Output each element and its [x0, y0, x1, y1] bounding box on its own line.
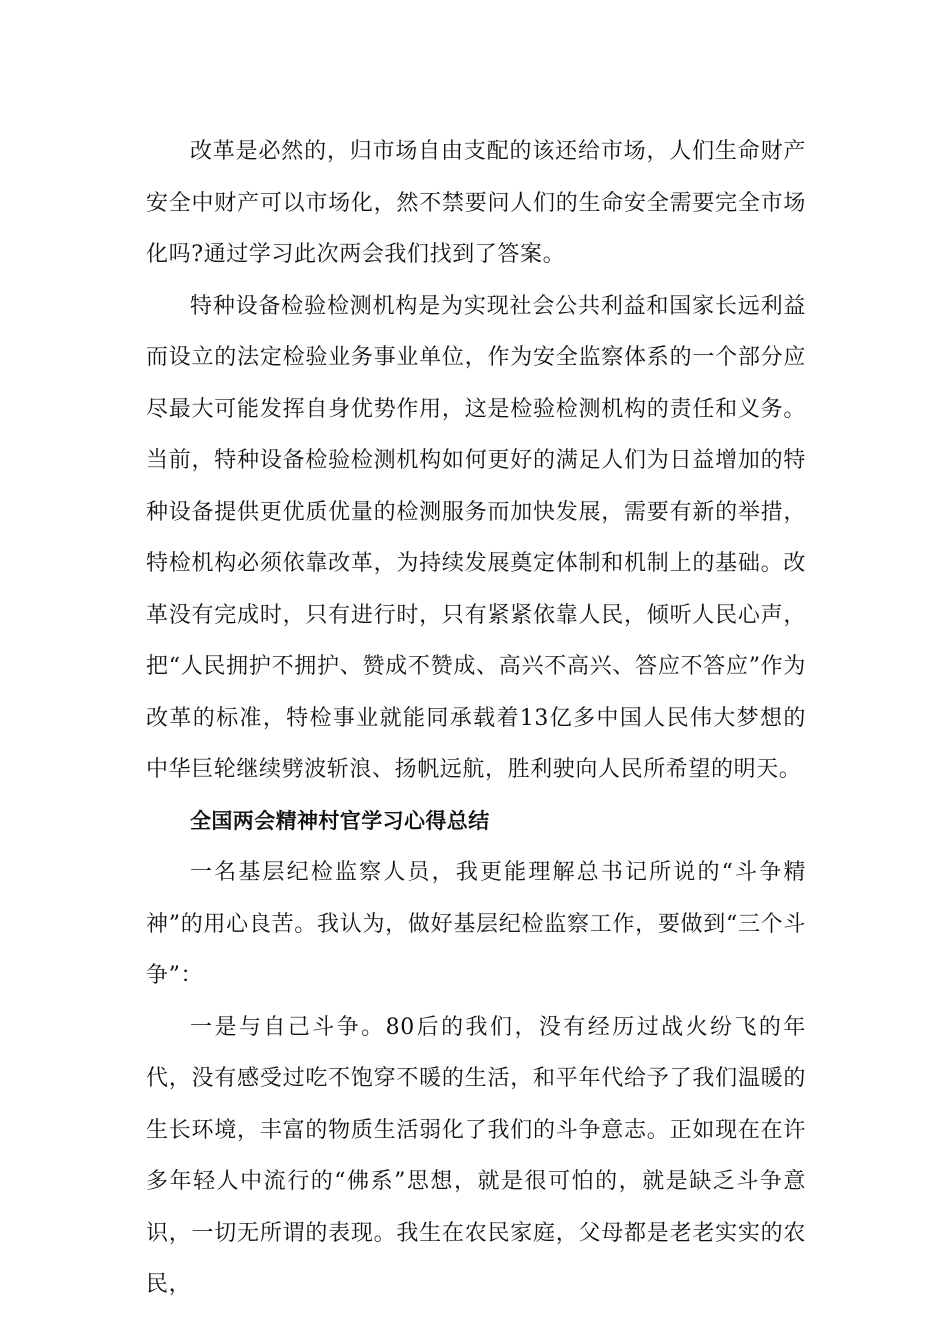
paragraph-market-reform: 改革是必然的，归市场自由支配的该还给市场，人们生命财产安全中财产可以市场化，然不禁要问人们的生命安全需要完全市场化吗?通过学习此次两会我们找到了答案。 — [146, 139, 806, 267]
paragraph-struggle-spirit: 一名基层纪检监察人员，我更能理解总书记所说的“斗争精神”的用心良苦。我认为，做好基层纪检监察工作，要做到“三个斗争”： — [146, 860, 806, 988]
section-heading: 全国两会精神村官学习心得总结 — [190, 808, 490, 833]
paragraph-struggle-with-self: 一是与自己斗争。80后的我们，没有经历过战火纷飞的年代，没有感受过吃不饱穿不暖的生活，和平年代给予了我们温暖的生长环境，丰富的物质生活弱化了我们的斗争意志。正如现在在许多年轻人中流行的“佛系”思想，就是很可怕的，就是缺乏斗争意识，一切无所谓的表现。我生在农民家庭，父母都是老老实实的农民， — [146, 1014, 806, 1297]
document-body — [146, 126, 806, 1311]
paragraph-inspection-institutions: 特种设备检验检测机构是为实现社会公共利益和国家长远利益而设立的法定检验业务事业单位，作为安全监察体系的一个部分应尽最大可能发挥自身优势作用，这是检验检测机构的责任和义务。当前，特种设备检验检测机构如何更好的满足人们为日益增加的特种设备提供更优质优量的检测服务而加快发展，需要有新的举措，特检机构必须依靠改革，为持续发展奠定体制和机制上的基础。改革没有完成时，只有进行时，只有紧紧依靠人民，倾听人民心声，把“人民拥护不拥护、赞成不赞成、高兴不高兴、答应不答应”作为改革的标准，特检事业就能同承载着13亿多中国人民伟大梦想的中华巨轮继续劈波斩浪、扬帆远航，胜利驶向人民所希望的明天。 — [146, 293, 806, 782]
